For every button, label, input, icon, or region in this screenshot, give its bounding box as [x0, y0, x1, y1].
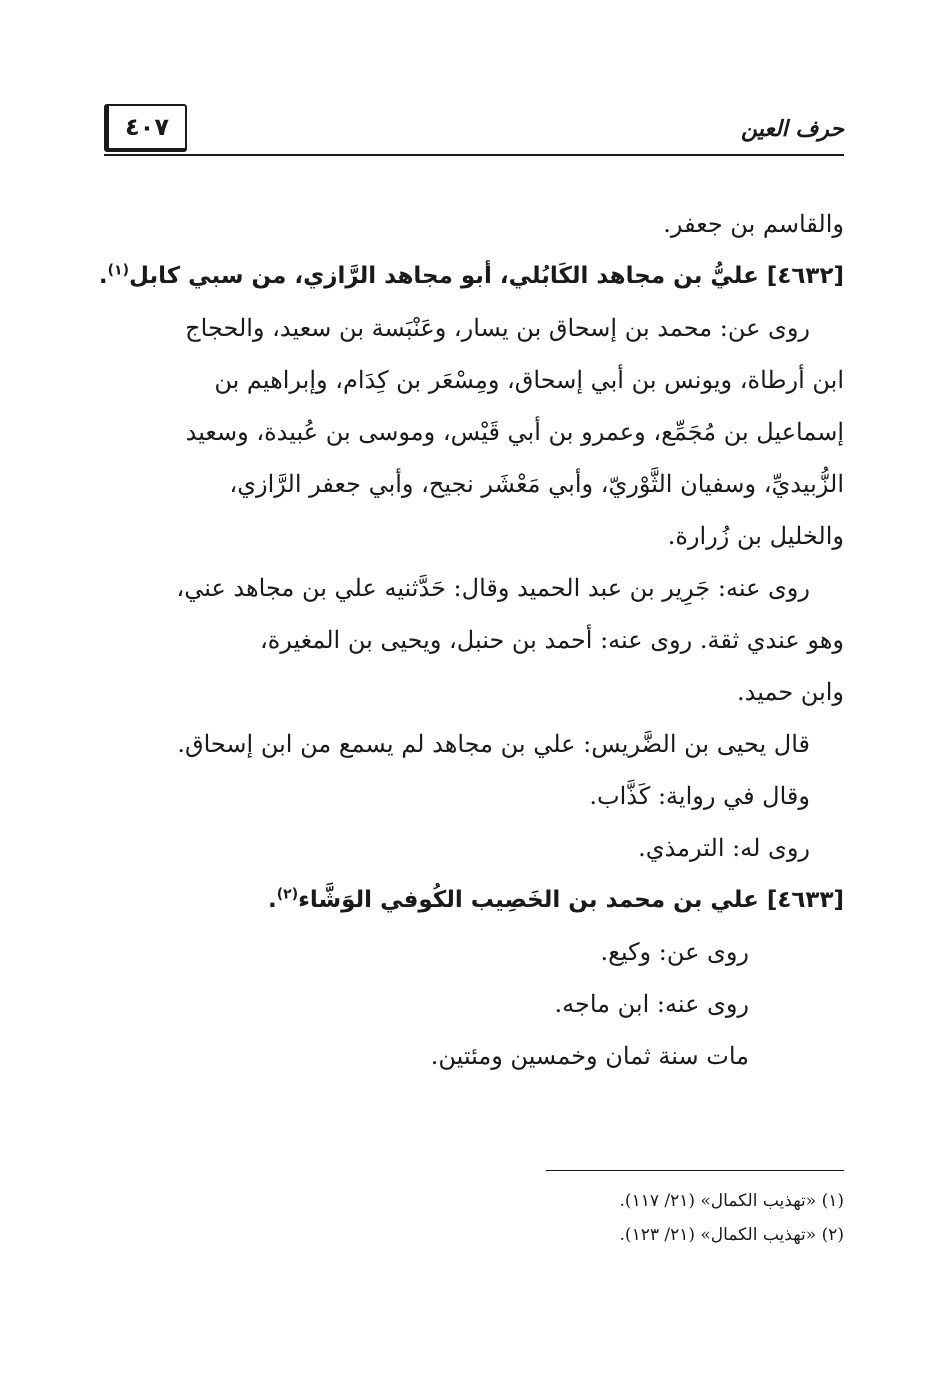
header-rule	[104, 154, 844, 156]
footnote-2: (٢) «تهذيب الكمال» (٢١/ ١٢٣).	[619, 1225, 844, 1245]
running-head: حرف العين	[740, 116, 844, 142]
footnotes	[244, 1184, 844, 1252]
text-line: إسماعيل بن مُجَمِّع، وعمرو بن أبي قَيْس، وموسى بن عُبيدة، وسعيد	[185, 418, 844, 446]
text-line: روى عنه: ابن ماجه.	[554, 990, 749, 1018]
footnote-rule	[546, 1170, 844, 1171]
text-line: قال يحيى بن الضَّريس: علي بن مجاهد لم يسمع من ابن إسحاق.	[177, 730, 810, 758]
text-line: الزُّبيديِّ، وسفيان الثَّوْريّ، وأبي مَعْشَر نجيح، وأبي جعفر الرَّازي،	[229, 470, 844, 498]
text-line: مات سنة ثمان وخمسين ومئتين.	[430, 1042, 749, 1070]
text-line: روى عنه: جَرِير بن عبد الحميد وقال: حَدَّثنيه علي بن مجاهد عني،	[176, 574, 810, 602]
entry-period: .	[98, 263, 108, 289]
page-header	[104, 100, 844, 158]
entry-heading-4633	[104, 874, 844, 926]
text-line: وهو عندي ثقة. روى عنه: أحمد بن حنبل، ويحيى بن المغيرة،	[259, 626, 844, 654]
text-line: ابن أرطاة، ويونس بن أبي إسحاق، ومِسْعَر بن كِدَام، وإبراهيم بن	[214, 366, 844, 394]
text-line: والقاسم بن جعفر.	[663, 210, 844, 238]
text-line: وقال في رواية: كَذَّاب.	[589, 782, 810, 810]
text-line: والخليل بن زُرارة.	[667, 522, 844, 550]
entry-period: .	[268, 887, 277, 913]
entry-title: [٤٦٣٢] عليُّ بن مجاهد الكَابُلي، أبو مجاهد الرَّازي، من سبي كابل	[129, 263, 844, 289]
text-line: روى له: الترمذي.	[638, 834, 810, 862]
text-line: روى عن: وكيع.	[600, 938, 749, 966]
footnote-ref: (٢)	[276, 886, 299, 903]
text-line: روى عن: محمد بن إسحاق بن يسار، وعَنْبَسة بن سعيد، والحجاج	[185, 314, 810, 342]
entry-title: [٤٦٣٣] علي بن محمد بن الخَصِيب الكُوفي الوَشَّاء	[298, 887, 844, 913]
text-line: وابن حميد.	[736, 678, 844, 706]
footnote-1: (١) «تهذيب الكمال» (٢١/ ١١٧).	[619, 1191, 844, 1211]
entry-heading-4632	[98, 250, 844, 302]
page-number: ٤٠٧	[104, 104, 187, 152]
footnote-ref: (١)	[107, 262, 129, 279]
main-text	[98, 198, 844, 1082]
